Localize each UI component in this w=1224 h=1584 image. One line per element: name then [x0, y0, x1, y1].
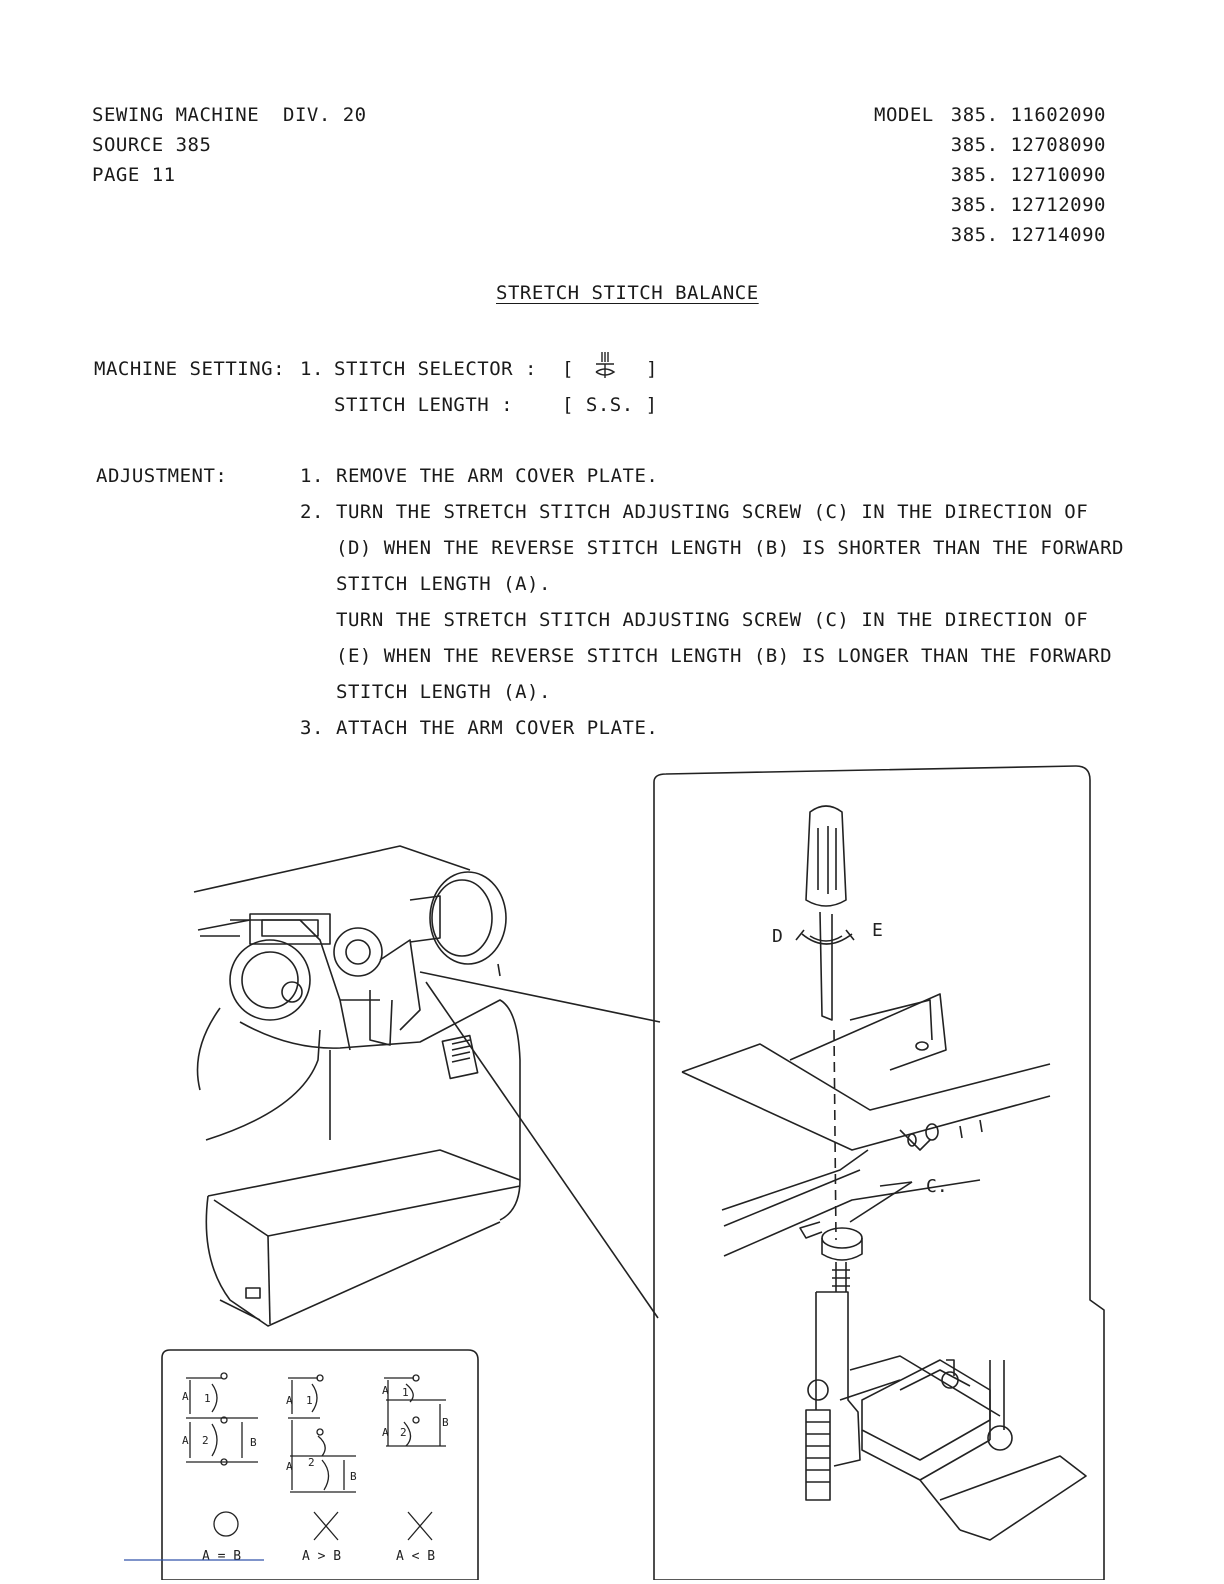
legend-a-label: A	[286, 1394, 293, 1407]
step-text: STITCH LENGTH (A).	[336, 573, 551, 595]
setting-item-number: 1.	[300, 358, 324, 380]
header-source: SOURCE 385	[92, 134, 212, 156]
model-number: 385. 12712090	[950, 194, 1106, 216]
legend-result: A = B	[202, 1549, 242, 1564]
legend-two-label: 2	[308, 1456, 315, 1469]
legend-case-greater	[288, 1375, 356, 1540]
step-text: ATTACH THE ARM COVER PLATE.	[336, 717, 659, 739]
label-c: C.	[926, 1176, 948, 1197]
legend-a-label: A	[382, 1384, 389, 1397]
adjustment-illustration	[0, 760, 1224, 1580]
step-number: 1.	[300, 465, 324, 487]
legend-box	[162, 1350, 478, 1580]
legend-a-label: A	[182, 1434, 189, 1447]
stitch-selector-close-bracket: ]	[646, 358, 658, 380]
step-text: TURN THE STRETCH STITCH ADJUSTING SCREW (C) IN THE DIRECTION OF	[336, 501, 1089, 523]
callout-line	[426, 982, 658, 1318]
header-division: SEWING MACHINE DIV. 20	[92, 104, 367, 126]
legend-case-less	[384, 1375, 446, 1540]
label-e: E	[872, 920, 883, 941]
legend-two-label: 2	[202, 1434, 209, 1447]
page-title: STRETCH STITCH BALANCE	[496, 282, 759, 304]
step-text: TURN THE STRETCH STITCH ADJUSTING SCREW (C) IN THE DIRECTION OF	[336, 609, 1089, 631]
stretch-stitch-symbol-icon	[590, 348, 620, 382]
legend-b-label: B	[442, 1416, 449, 1429]
header-left	[92, 100, 367, 190]
step-text: (E) WHEN THE REVERSE STITCH LENGTH (B) IS LONGER THAN THE FORWARD	[336, 645, 1113, 667]
screwdriver-icon	[796, 806, 854, 1020]
stitch-length-value: [ S.S. ]	[562, 394, 658, 416]
stitch-selector-label: STITCH SELECTOR :	[334, 358, 537, 380]
sewing-machine-drawing	[194, 846, 520, 1326]
model-number: 385. 11602090	[950, 104, 1106, 126]
legend-result: A > B	[302, 1549, 342, 1564]
step-text: REMOVE THE ARM COVER PLATE.	[336, 465, 659, 487]
legend-b-label: B	[350, 1470, 357, 1483]
model-number: 385. 12714090	[950, 224, 1106, 246]
legend-a-label: A	[286, 1460, 293, 1473]
legend-two-label: 2	[400, 1426, 407, 1439]
step-number: 2.	[300, 501, 324, 523]
machine-setting-label: MACHINE SETTING:	[94, 358, 286, 380]
legend-one-label: 1	[402, 1386, 409, 1399]
stitch-selector-open-bracket: [	[562, 358, 574, 380]
step-text: (D) WHEN THE REVERSE STITCH LENGTH (B) IS SHORTER THAN THE FORWARD	[336, 537, 1124, 559]
legend-a-label: A	[182, 1390, 189, 1403]
legend-case-equal	[186, 1373, 258, 1536]
legend-one-label: 1	[306, 1394, 313, 1407]
step-text: STITCH LENGTH (A).	[336, 681, 551, 703]
legend-b-label: B	[250, 1436, 257, 1449]
adjusting-mechanism-drawing	[682, 994, 1086, 1540]
header-page: PAGE 11	[92, 164, 176, 186]
model-number: 385. 12710090	[950, 164, 1106, 186]
model-label: MODEL	[874, 104, 934, 126]
step-number: 3.	[300, 717, 324, 739]
stitch-length-label: STITCH LENGTH :	[334, 394, 514, 416]
legend-result: A < B	[396, 1549, 436, 1564]
model-list	[951, 100, 1106, 250]
adjustment-label: ADJUSTMENT:	[96, 465, 228, 487]
legend-one-label: 1	[204, 1392, 211, 1405]
label-d: D	[772, 926, 783, 947]
legend-a-label: A	[382, 1426, 389, 1439]
model-number: 385. 12708090	[950, 134, 1106, 156]
callout-line	[420, 972, 660, 1022]
